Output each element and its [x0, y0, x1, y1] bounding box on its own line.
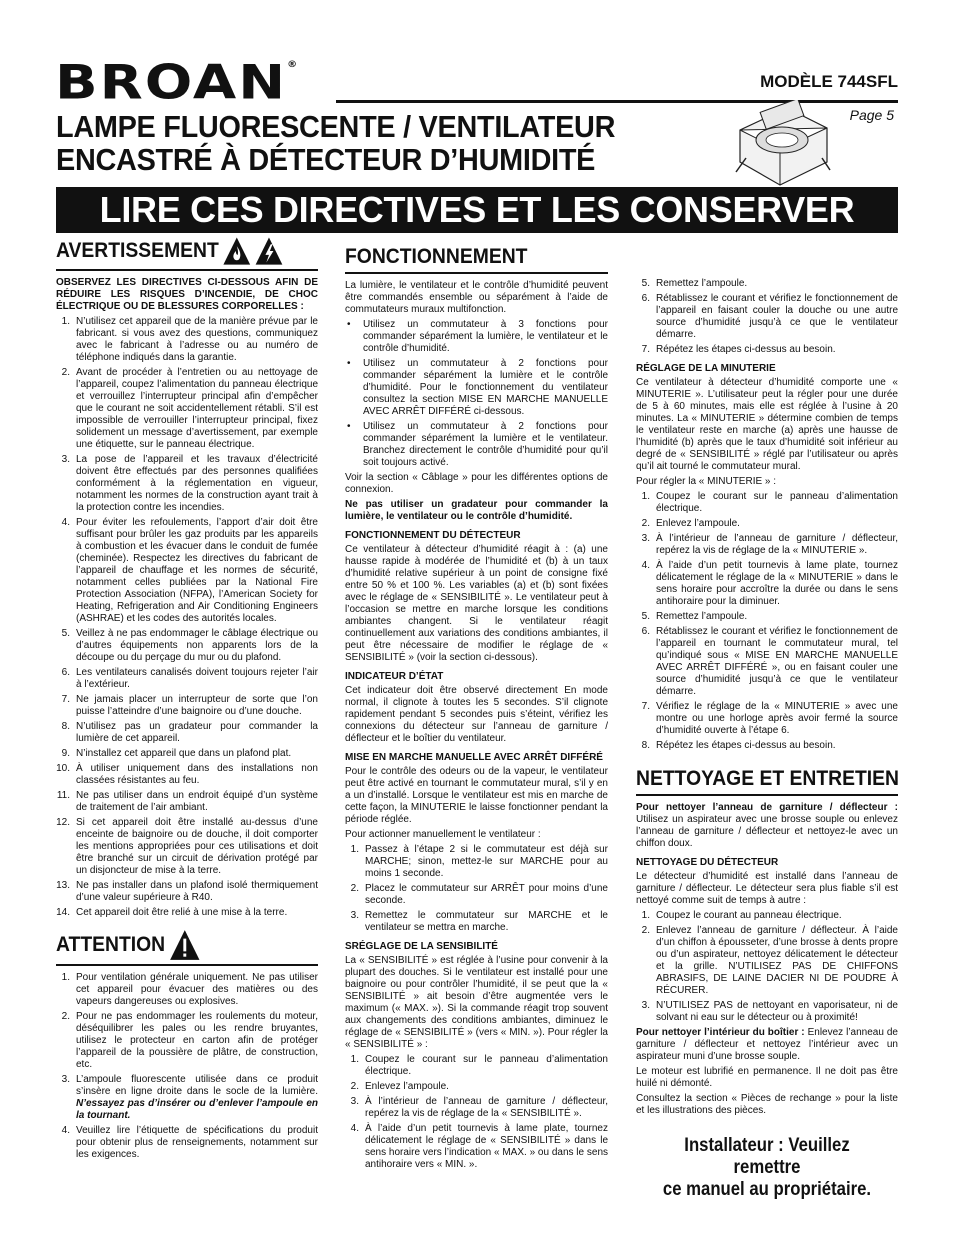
list-item [636, 293, 898, 341]
column-warnings [56, 236, 318, 1164]
page-title: LAMPE FLUORESCENTE / VENTILATEUR ENCASTRÉ À DÉTECTEUR D’HUMIDITÉ [56, 109, 616, 178]
list-item [345, 1096, 608, 1120]
list-item [56, 817, 318, 877]
item-text: Remettez le commutateur sur MARCHE et le ventilateur se mettra en marche. [365, 910, 608, 934]
item-number: 3. [61, 1074, 70, 1085]
sensitivity-text: La « SENSIBILITÉ » est réglée à l’usine pour convenir à la plupart des douches. Si le ventilateur est installé pour une baignoire ou pour contrôler l’humidité, il se peut que la « SENSIBILITÉ » ait besoin d’être augmentée vers le maximum (« MAX. »). Si la commande réagit trop souvent aux changements des conditions ambiantes, diminuez le réglage de « SENSIBILITÉ » (vers « MIN. »). Pour régler la « SENSIBILITÉ » : [345, 955, 608, 1051]
item-text: Enlevez l’ampoule. [365, 1081, 449, 1093]
list-item [636, 491, 898, 515]
list-item [636, 611, 898, 623]
item-text: L’ampoule fluorescente utilisée dans ce produit s’insère en ligne droite dans le socle de la lumière. N’essayez pas d’insérer ou d’enlever l’ampoule en la tournant. [76, 1074, 318, 1121]
model-number: MODÈLE 744SFL [760, 72, 898, 91]
bullet-item [345, 421, 608, 469]
item-number: 3. [350, 1096, 359, 1108]
item-number: 2. [350, 1081, 359, 1093]
list-item [56, 454, 318, 514]
instructions-banner: LIRE CES DIRECTIVES ET LES CONSERVER [56, 187, 898, 233]
list-item [56, 907, 318, 919]
list-item [56, 1074, 318, 1122]
list-item [345, 910, 608, 934]
item-number: 5. [61, 628, 70, 639]
item-number: 2. [61, 1011, 70, 1022]
item-number: 10. [56, 763, 70, 774]
item-number: 1. [61, 316, 70, 327]
list-item [636, 560, 898, 608]
list-item [345, 844, 608, 880]
item-text: Rétablissez le courant et vérifiez le fonctionnement de l’appareil en faisant couler la douche ou une autre source d’humidité jusqu’à ce que le ventilateur démarre. [656, 293, 898, 340]
sensitivity-steps-continued [636, 278, 898, 356]
list-item [345, 883, 608, 907]
item-number: 1. [350, 1054, 359, 1066]
item-text: Enlevez l’anneau de garniture / déflecteur. À l’aide d’un chiffon à épousseter, d’une brosse à dents propre ou d’un aspirateur, nettoyez délicatement le détecteur et la grille. N’UTILISEZ PAS DE CHIFFONS ABRASIFS, DE LAINE DACIER NI DE POUDRE À RÉCURER. [656, 925, 898, 997]
attention-list [56, 972, 318, 1161]
item-text: Veillez à ne pas endommager le câblage électrique ou d’autres équipements non apparents lors de la découpe ou du perçage du mur ou du plafond. [76, 628, 318, 663]
item-number: 4. [61, 1125, 70, 1136]
bullet-item [345, 358, 608, 418]
bullet-icon: • [347, 421, 351, 433]
sensitivity-heading: SRÉGLAGE DE LA SENSIBILITÉ [345, 941, 498, 953]
item-text: N’installez cet appareil que dans un plafond plat. [76, 748, 292, 759]
list-item [56, 667, 318, 691]
item-number: 7. [641, 344, 650, 355]
section-rule [345, 272, 608, 274]
item-number: 2. [641, 518, 650, 529]
list-item [636, 518, 898, 530]
item-text: À l’aide d’un petit tournevis à lame plate, tournez délicatement le réglage de « SENSIBILITÉ » dans le sens horaire vers l’indication « MAX. » ou dans le sens antihoraire vers « MIN. ». [365, 1123, 608, 1171]
item-text: Ne jamais placer un interrupteur de sorte que l’on puisse l’atteindre d’une baignoire ou d’une douche. [76, 694, 318, 717]
item-number: 2. [350, 883, 359, 895]
item-text: Passez à l’étape 2 si le commutateur est déjà sur MARCHE; sinon, mettez-le sur MARCHE pour au moins 1 seconde. [365, 844, 608, 880]
item-text: À l’aide d’un petit tournevis à lame plate, tournez délicatement le réglage de la « MINUTERIE » dans le sens horaire pour accroître la durée ou dans le sens antihoraire pour la diminuer. [656, 560, 898, 607]
item-text: Coupez le courant au panneau électrique. [656, 910, 842, 922]
detector-heading: FONCTIONNEMENT DU DÉTECTEUR [345, 530, 521, 542]
item-text: N’utilisez cet appareil que de la manière prévue par le fabricant. si vous avez des questions, communiquez avec le fabricant à l’adresse ou au numéro de téléphone indiqués dans la garantie. [76, 316, 318, 363]
operation-intro: La lumière, le ventilateur et le contrôle d’humidité peuvent être commandés ensemble ou séparément à l’aide de commutateurs muraux multifonction. [345, 280, 608, 316]
item-number: 2. [61, 367, 70, 378]
item-text: Les ventilateurs canalisés doivent toujours rejeter l’air à l’extérieur. [76, 667, 318, 690]
list-item [56, 721, 318, 745]
item-text: Si cet appareil doit être installé au-dessus d’une enceinte de baignoire ou de douche, il doit comporter les mentions appropriées pour ces utilisations et doit être branché sur un circuit de dérivation protégé par un disjoncteur de mise à la terre. [76, 817, 318, 876]
item-text: Placez le commutateur sur ARRÊT pour moins d’une seconde. [365, 883, 608, 907]
item-text: À l’intérieur de l’anneau de garniture / déflecteur, repérez la vis de réglage de la « SENSIBILITÉ ». [365, 1096, 608, 1120]
item-number: 1. [641, 491, 650, 502]
list-item [636, 626, 898, 698]
list-item [56, 367, 318, 451]
list-item [636, 740, 898, 752]
item-text: Pour ventilation générale uniquement. Ne pas utiliser cet appareil pour évacuer des matières ou des vapeurs dangereuses ou explosives. [76, 972, 318, 1007]
section-rule [56, 964, 318, 966]
list-item [636, 925, 898, 997]
item-number: 4. [641, 560, 650, 571]
detector-cleaning-text: Le détecteur d’humidité est installé dans l’anneau de garniture / déflecteur. Le détecteur sera plus fiable s’il est nettoyé comme suit de temps à autre : [636, 871, 898, 907]
list-item [56, 972, 318, 1008]
installer-note: Installateur : Veuillez remettre ce manuel au propriétaire. [662, 1135, 872, 1200]
section-rule [56, 269, 318, 271]
section-rule [636, 794, 898, 796]
indicator-text: Cet indicateur doit être observé directement En mode normal, il clignote à toutes les 5 secondes. S’il clignote rapidement pendant 5 secondes puis s’éteint, vérifiez les connexions du détecteur sur l’anneau de garniture / déflecteur et le boîtier du ventilateur. [345, 685, 608, 745]
item-number: 5. [641, 278, 650, 289]
detector-cleaning-steps [636, 910, 898, 1024]
switch-options-list [345, 319, 608, 469]
list-item [56, 1011, 318, 1071]
item-text: À utiliser uniquement dans des installations non classées résistantes au feu. [76, 763, 318, 786]
fonctionnement-heading: FONCTIONNEMENT [345, 245, 528, 268]
list-item [56, 790, 318, 814]
detector-cleaning-heading: NETTOYAGE DU DÉTECTEUR [636, 857, 779, 869]
list-item [636, 533, 898, 557]
attention-heading: ATTENTION [56, 929, 297, 961]
item-number: 7. [61, 694, 70, 705]
caution-icon [169, 929, 200, 961]
bullet-icon: • [347, 319, 351, 331]
item-text: À l’intérieur de l’anneau de garniture / déflecteur, repérez la vis de réglage de la « MINUTERIE ». [656, 533, 898, 556]
item-number: 3. [641, 1000, 650, 1012]
column-operation [345, 244, 608, 1174]
broan-logo: BROAN® [55, 55, 300, 111]
item-text: Remettez l’ampoule. [656, 611, 748, 622]
bullet-icon: • [347, 358, 351, 370]
bullet-item [345, 319, 608, 355]
housing-cleaning: Pour nettoyer l’intérieur du boîtier : Enlevez l’anneau de garniture / déflecteur et nettoyez l’intérieur avec un aspirateur muni d’une brosse souple. [636, 1027, 898, 1063]
bullet-text: Utilisez un commutateur à 3 fonctions pour commander séparément la lumière, le ventilateur et le contrôle d’humidité. [363, 319, 608, 355]
list-item [636, 701, 898, 737]
item-number: 1. [350, 844, 359, 856]
bullet-text: Utilisez un commutateur à 2 fonctions pour commander séparément la lumière et le contrôle d’humidité. Pour le fonctionnement du ventilateur consultez la section MISE EN MARCHE MANUELLE AVEC ARRÊT DIFFÉRÉ ci-dessous. [363, 358, 608, 418]
manual-steps-list [345, 844, 608, 934]
item-text: Coupez le courant sur le panneau d’alimentation électrique. [656, 491, 898, 514]
item-number: 8. [61, 721, 70, 732]
manual-steps-intro: Pour actionner manuellement le ventilateur : [345, 829, 541, 841]
detector-text: Ce ventilateur à détecteur d’humidité réagit à : (a) une hausse rapide à modérée de l’humidité et (b) à un taux d’humidité relative supérieur à un point de consigne fixé entre 50 % et 100 %. Les variables (a) et (b) sont fixées avec le réglage de « SENSIBILITÉ ». Le ventilateur peut à l’occasion se mettre en marche lorsque les conditions ambiantes changent. Si le ventilateur réagit continuellement aux variations des conditions ambiantes, il peut être nécessaire de modifier le réglage de « SENSIBILITÉ » (voir la section ci-dessous). [345, 544, 608, 664]
sensitivity-steps-list [345, 1054, 608, 1171]
item-number: 4. [350, 1123, 359, 1135]
item-text: N’utilisez pas un gradateur pour commander la lumière de cet appareil. [76, 721, 318, 744]
item-text: Cet appareil doit être relié à une mise à la terre. [76, 907, 288, 918]
list-item [56, 748, 318, 760]
item-number: 11. [56, 790, 70, 801]
item-number: 1. [61, 972, 70, 983]
item-text: Avant de procéder à l’entretien ou au nettoyage de l’appareil, coupez l’alimentation du panneau électrique et verrouillez l’interrupteur principal afin d’empêcher que le courant ne soit accidentellement rétabli. S’il est impossible de verrouiller l’interrupteur principal, fixez solidement un message d’avertissement, par exemple une étiquette, sur le panneau électrique. [76, 367, 318, 450]
manual-heading: MISE EN MARCHE MANUELLE AVEC ARRÊT DIFFÉRÉ [345, 752, 603, 764]
list-item [636, 1000, 898, 1024]
parts-note: Consultez la section « Pièces de rechange » pour la liste et les illustrations des pièces. [636, 1093, 898, 1117]
list-item [345, 1054, 608, 1078]
item-text: Ne pas installer dans un plafond isolé thermiquement d’une valeur supérieure à R40. [76, 880, 318, 903]
item-number: 9. [61, 748, 70, 759]
timer-steps-list [636, 491, 898, 752]
column-timer-cleaning [636, 278, 898, 1201]
warning-intro: OBSERVEZ LES DIRECTIVES CI-DESSOUS AFIN DE RÉDUIRE LES RISQUES D’INCENDIE, DE CHOC ÉLECTRIQUE OU DE BLESSURES CORPORELLES : [56, 277, 318, 312]
warning-list [56, 316, 318, 919]
item-text: La pose de l’appareil et les travaux d’électricité doivent être effectués par des personnes qualifiées conformément à la réglementation en vigueur, notamment les normes de la construction ayant trait à la protection contre les incendies. [76, 454, 318, 513]
page-number: Page 5 [849, 107, 894, 123]
item-text: Veuillez lire l’étiquette de spécifications du produit pour obtenir plus de renseignements, notamment sur les exigences. [76, 1125, 318, 1160]
fan-unit-icon [732, 100, 832, 190]
item-number: 14. [56, 907, 70, 918]
item-number: 6. [61, 667, 70, 678]
item-number: 2. [641, 925, 650, 937]
list-item [56, 1125, 318, 1161]
motor-note: Le moteur est lubrifié en permanence. Il ne doit pas être huilé ni démonté. [636, 1066, 898, 1090]
item-text: Vérifiez le réglage de la « MINUTERIE » avec une montre ou une horloge après avoir fermé la source d’humidité ouverte à l’étape 6. [656, 701, 898, 736]
fire-warning-icon [222, 236, 251, 266]
item-text: Ne pas utiliser dans un endroit équipé d’un système de traitement de l’air ambiant. [76, 790, 318, 813]
manual-text: Pour le contrôle des odeurs ou de la vapeur, le ventilateur peut être activé en tournant le commutateur mural, s’il y en a un d’installé. Lorsque le ventilateur est mis en marche de cette façon, la MINUTERIE le laisse fonctionner pendant la période réglée. [345, 766, 608, 826]
list-item [345, 1081, 608, 1093]
item-text: Pour ne pas endommager les roulements du moteur, déséquilibrer les pales ou les rendre bruyantes, utilisez le protecteur en carton afin de protéger l’appareil de la poussière de plâtre, de construction, etc. [76, 1011, 318, 1070]
timer-heading: RÉGLAGE DE LA MINUTERIE [636, 363, 776, 374]
list-item [56, 763, 318, 787]
list-item [56, 517, 318, 625]
item-text: N’UTILISEZ PAS de nettoyant en vaporisateur, ni de solvant ni eau sur le détecteur ou à proximité! [656, 1000, 898, 1024]
item-text: Pour éviter les refoulements, l’apport d’air doit être suffisant pour brûler les gaz produits par les appareils à combustion et les évacuer dans le conduit de fumée (cheminée). Respectez les directives du fabricant de l’appareil de chauffage et les normes de sécurité, notamment celles publiées par la National Fire Protection Association (NFPA), l’American Society for Heating, Refrigeration and Air Conditioning Engineers (ASHRAE) et les codes des autorités locales. [76, 517, 318, 624]
bullet-text: Utilisez un commutateur à 2 fonctions pour commander séparément la lumière et le ventilateur. Branchez directement le contrôle d’humidité pour qu’il soit toujours activé. [363, 421, 608, 469]
item-text: Remettez l’ampoule. [656, 278, 748, 289]
item-number: 7. [641, 701, 650, 712]
item-number: 3. [641, 533, 650, 544]
item-number: 5. [641, 611, 650, 622]
cleaning-heading: NETTOYAGE ET ENTRETIEN [636, 767, 900, 790]
list-item [56, 628, 318, 664]
item-text: Enlevez l’ampoule. [656, 518, 740, 529]
item-number: 13. [56, 880, 70, 891]
electric-warning-icon [255, 236, 284, 266]
grille-cleaning: Pour nettoyer l’anneau de garniture / déflecteur : Utilisez un aspirateur avec une brosse souple ou enlevez l’anneau de garniture / déflecteur et nettoyez-le avec un chiffon doux. [636, 802, 898, 850]
item-text: Coupez le courant sur le panneau d’alimentation électrique. [365, 1054, 608, 1078]
item-number: 4. [61, 517, 70, 528]
item-number: 1. [641, 910, 650, 922]
item-number: 8. [641, 740, 650, 751]
list-item [56, 880, 318, 904]
item-number: 3. [350, 910, 359, 922]
item-number: 3. [61, 454, 70, 465]
list-item [636, 278, 898, 290]
item-text: Rétablissez le courant et vérifiez le fonctionnement de l’appareil en tournant le commutateur mural, tel qu’indiqué sous « MISE EN MARCHE MANUELLE AVEC ARRÊT DIFFÉRÉ », ou en faisant couler une source d’humidité jusqu’à ce que le ventilateur démarre. [656, 626, 898, 697]
list-item [636, 910, 898, 922]
no-dimmer-note: Ne pas utiliser un gradateur pour commander la lumière, le ventilateur ou le contrôle d’humidité. [345, 499, 608, 523]
item-text: Répétez les étapes ci-dessus au besoin. [656, 740, 836, 751]
timer-steps-intro: Pour régler la « MINUTERIE » : [636, 476, 777, 487]
item-number: 12. [56, 817, 70, 828]
avertissement-heading: AVERTISSEMENT [56, 236, 297, 266]
list-item [345, 1123, 608, 1171]
timer-text: Ce ventilateur à détecteur d’humidité comporte une « MINUTERIE ». L’utilisateur peut la régler pour une durée de 5 à 60 minutes, mais elle est réglée à l’usine à 20 minutes. La « MINUTERIE » détermine combien de temps le ventilateur reste en marche (a) après une hausse de l’humidité (b) après que le taux d’humidité soit inférieur au degré de « SENSIBILITÉ » réglé par l’utilisateur ou après qu’il ait tourné le commutateur mural. [636, 377, 898, 472]
list-item [636, 344, 898, 356]
item-text: Répétez les étapes ci-dessus au besoin. [656, 344, 836, 355]
indicator-heading: INDICATEUR D’ÉTAT [345, 671, 444, 683]
item-number: 6. [641, 293, 650, 304]
list-item [56, 694, 318, 718]
list-item [56, 316, 318, 364]
item-number: 6. [641, 626, 650, 637]
wiring-note: Voir la section « Câblage » pour les différentes options de connexion. [345, 472, 608, 496]
